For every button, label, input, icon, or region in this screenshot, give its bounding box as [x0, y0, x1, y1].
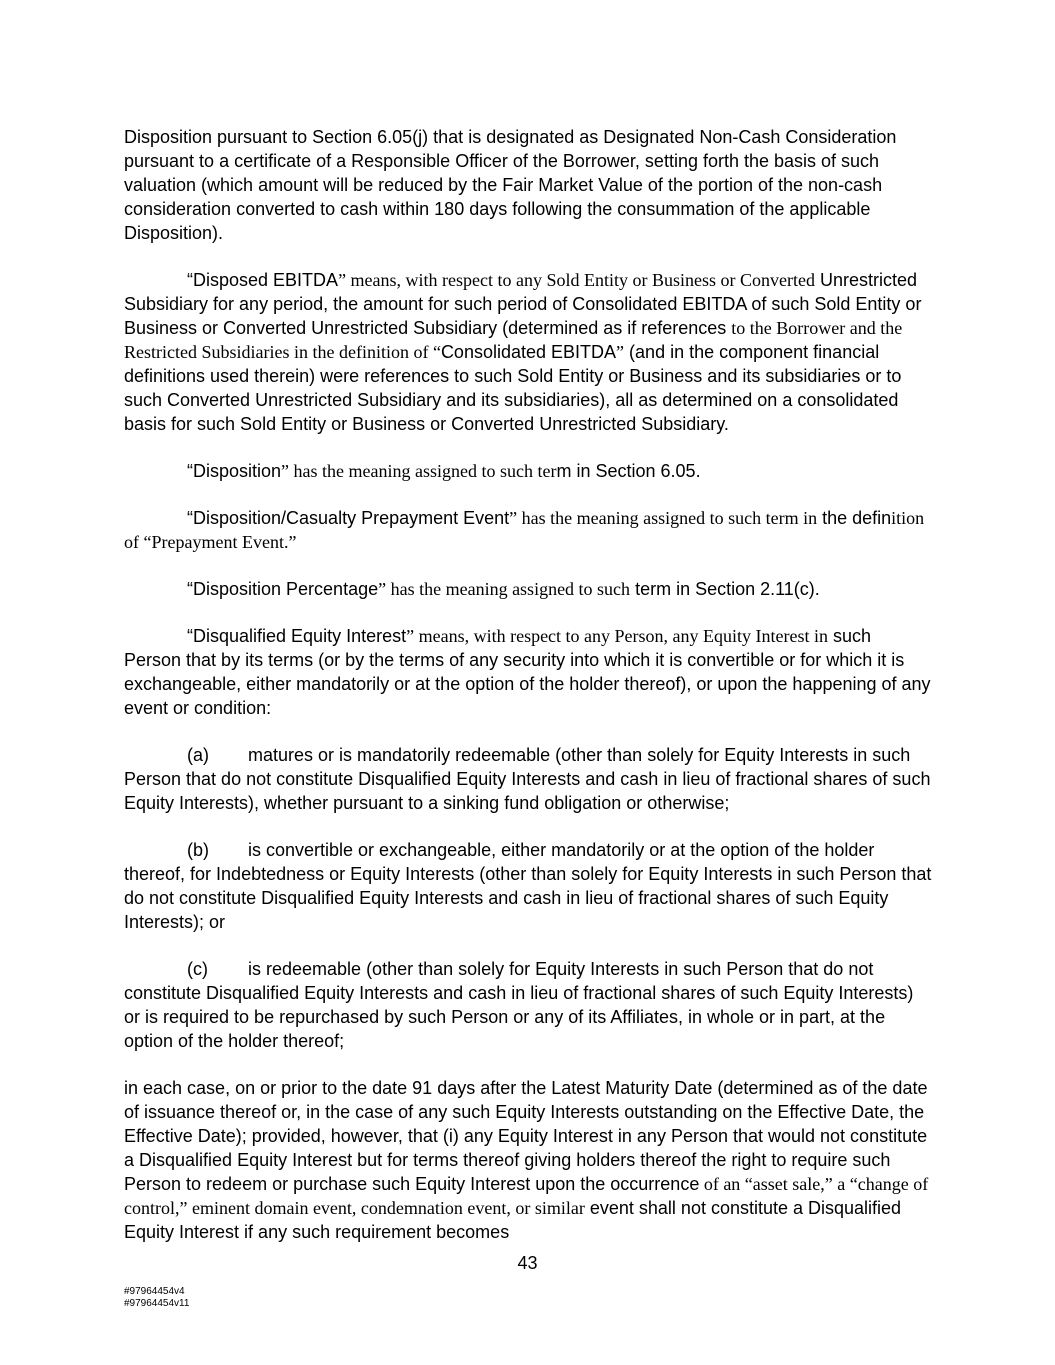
defined-term: “Disposition — [187, 461, 282, 481]
definition-text: ” has the meaning assigned to such ter — [281, 461, 557, 481]
definition-disposition-percentage — [124, 577, 932, 601]
clause-label: (a) — [187, 745, 209, 765]
defined-term: “Disposition Percentage — [187, 579, 379, 599]
definition-text: ” means, with respect to any Person, any Equity Interest in — [406, 626, 829, 646]
definition-text: ition of “Prepayment Event.” — [124, 508, 925, 552]
document-id: #97964454v4 — [124, 1286, 185, 1297]
definition-text: such Person that by its terms (or by the terms of any security into which it is convertible or for which it is exchangeable, either mandatorily or at the option of the holder thereof), or upon the happening of any event or condition: — [124, 626, 931, 718]
paragraph-text: in each case, on or prior to the date 91 days after the Latest Maturity Date (determined as of the date of issuance thereof or, in the case of any such Equity Interests outstanding on the Effective Date, the Effective Date); provided, however, that (i) any Equity Interest in any Person that would not constitute a Disqualified Equity Interest but for terms thereof giving holders thereof the right to require such Person to redeem or purchase such Equity Interest upon the occurrence — [124, 1078, 928, 1194]
clause-label: (c) — [187, 959, 208, 979]
definition-text: the defin — [822, 508, 892, 528]
clause-text: is convertible or exchangeable, either mandatorily or at the option of the holder thereof, for Indebtedness or Equity Interests (other than solely for Equity Interests in such Person that do not constitute Disqualified Equity Interests and cash in lieu of fractional shares of such Equity Interests); or — [124, 840, 932, 932]
definition-text: to the Borrower and the Restricted Subsidiaries in the definition of “ — [124, 318, 903, 362]
close-quote: ” — [616, 342, 625, 362]
definition-text: m in Section 6.05. — [556, 461, 701, 481]
defined-term: “Disposition/Casualty Prepayment Event — [187, 508, 510, 528]
clause-text: matures or is mandatorily redeemable (other than solely for Equity Interests in such Person that do not constitute Disqualified Equity Interests and cash in lieu of fractional shares of such Equity Interests), whether pursuant to a sinking fund obligation or otherwise; — [124, 745, 931, 813]
document-body — [124, 125, 932, 1267]
clause-label: (b) — [187, 840, 209, 860]
closing-paragraph — [124, 1076, 932, 1244]
definition-text: (and in the component financial definitions used therein) were references to such Sold Entity or Business and its subsidiaries or to such Converted Unrestricted Subsidiary and its subsidiaries), all as determined on a consolidated basis for such Sold Entity or Business or Converted Unrestricted Subsidiary. — [124, 342, 902, 434]
clause-c — [124, 957, 932, 1053]
clause-text: is redeemable (other than solely for Equity Interests in such Person that do not constitute Disqualified Equity Interests and cash in lieu of fractional shares of such Equity Interests) or is required to be repurchased by such Person or any of its Affiliates, in whole or in part, at the option of the holder thereof; — [124, 959, 914, 1051]
page-number: 43 — [517, 1253, 538, 1273]
cross-reference-term: Consolidated EBITDA — [440, 342, 617, 362]
paragraph-text: of an “asset sale,” a “change of control,” eminent domain event, condemnation event, or similar — [124, 1174, 929, 1218]
document-ids — [124, 1286, 189, 1310]
paragraph-text: event shall not constitute a Disqualified Equity Interest if any such requirement becomes — [124, 1198, 902, 1242]
definition-text: ” has the meaning assigned to such — [378, 579, 631, 599]
defined-term: “Disposed EBITDA — [187, 270, 339, 290]
clause-a — [124, 743, 932, 815]
continuation-paragraph: Disposition pursuant to Section 6.05(j) that is designated as Designated Non-Cash Consideration pursuant to a certificate of a Responsible Officer of the Borrower, setting forth the basis of such valuation (which amount will be reduced by the Fair Market Value of the portion of the non-cash consideration converted to cash within 180 days following the consummation of the applicable Disposition). — [124, 127, 897, 243]
defined-term: “Disqualified Equity Interest — [187, 626, 407, 646]
definition-text: ” has the meaning assigned to such term in — [509, 508, 818, 528]
definition-disposition-casualty-prepayment-event — [124, 506, 932, 554]
definition-disposed-ebitda — [124, 268, 932, 436]
document-id: #97964454v11 — [124, 1298, 190, 1309]
definition-text: term in Section 2.11(c). — [630, 579, 820, 599]
definition-disqualified-equity-interest — [124, 624, 932, 720]
clause-b — [124, 838, 932, 934]
definition-text: Unrestricted Subsidiary for any period, the amount for such period of Consolidated EBITDA of such Sold Entity or Business or Converted Unrestricted Subsidiary (determined as if references — [124, 270, 922, 338]
definition-disposition — [124, 459, 932, 483]
definition-text: ” means, with respect to any Sold Entity or Business or Converted — [338, 270, 815, 290]
